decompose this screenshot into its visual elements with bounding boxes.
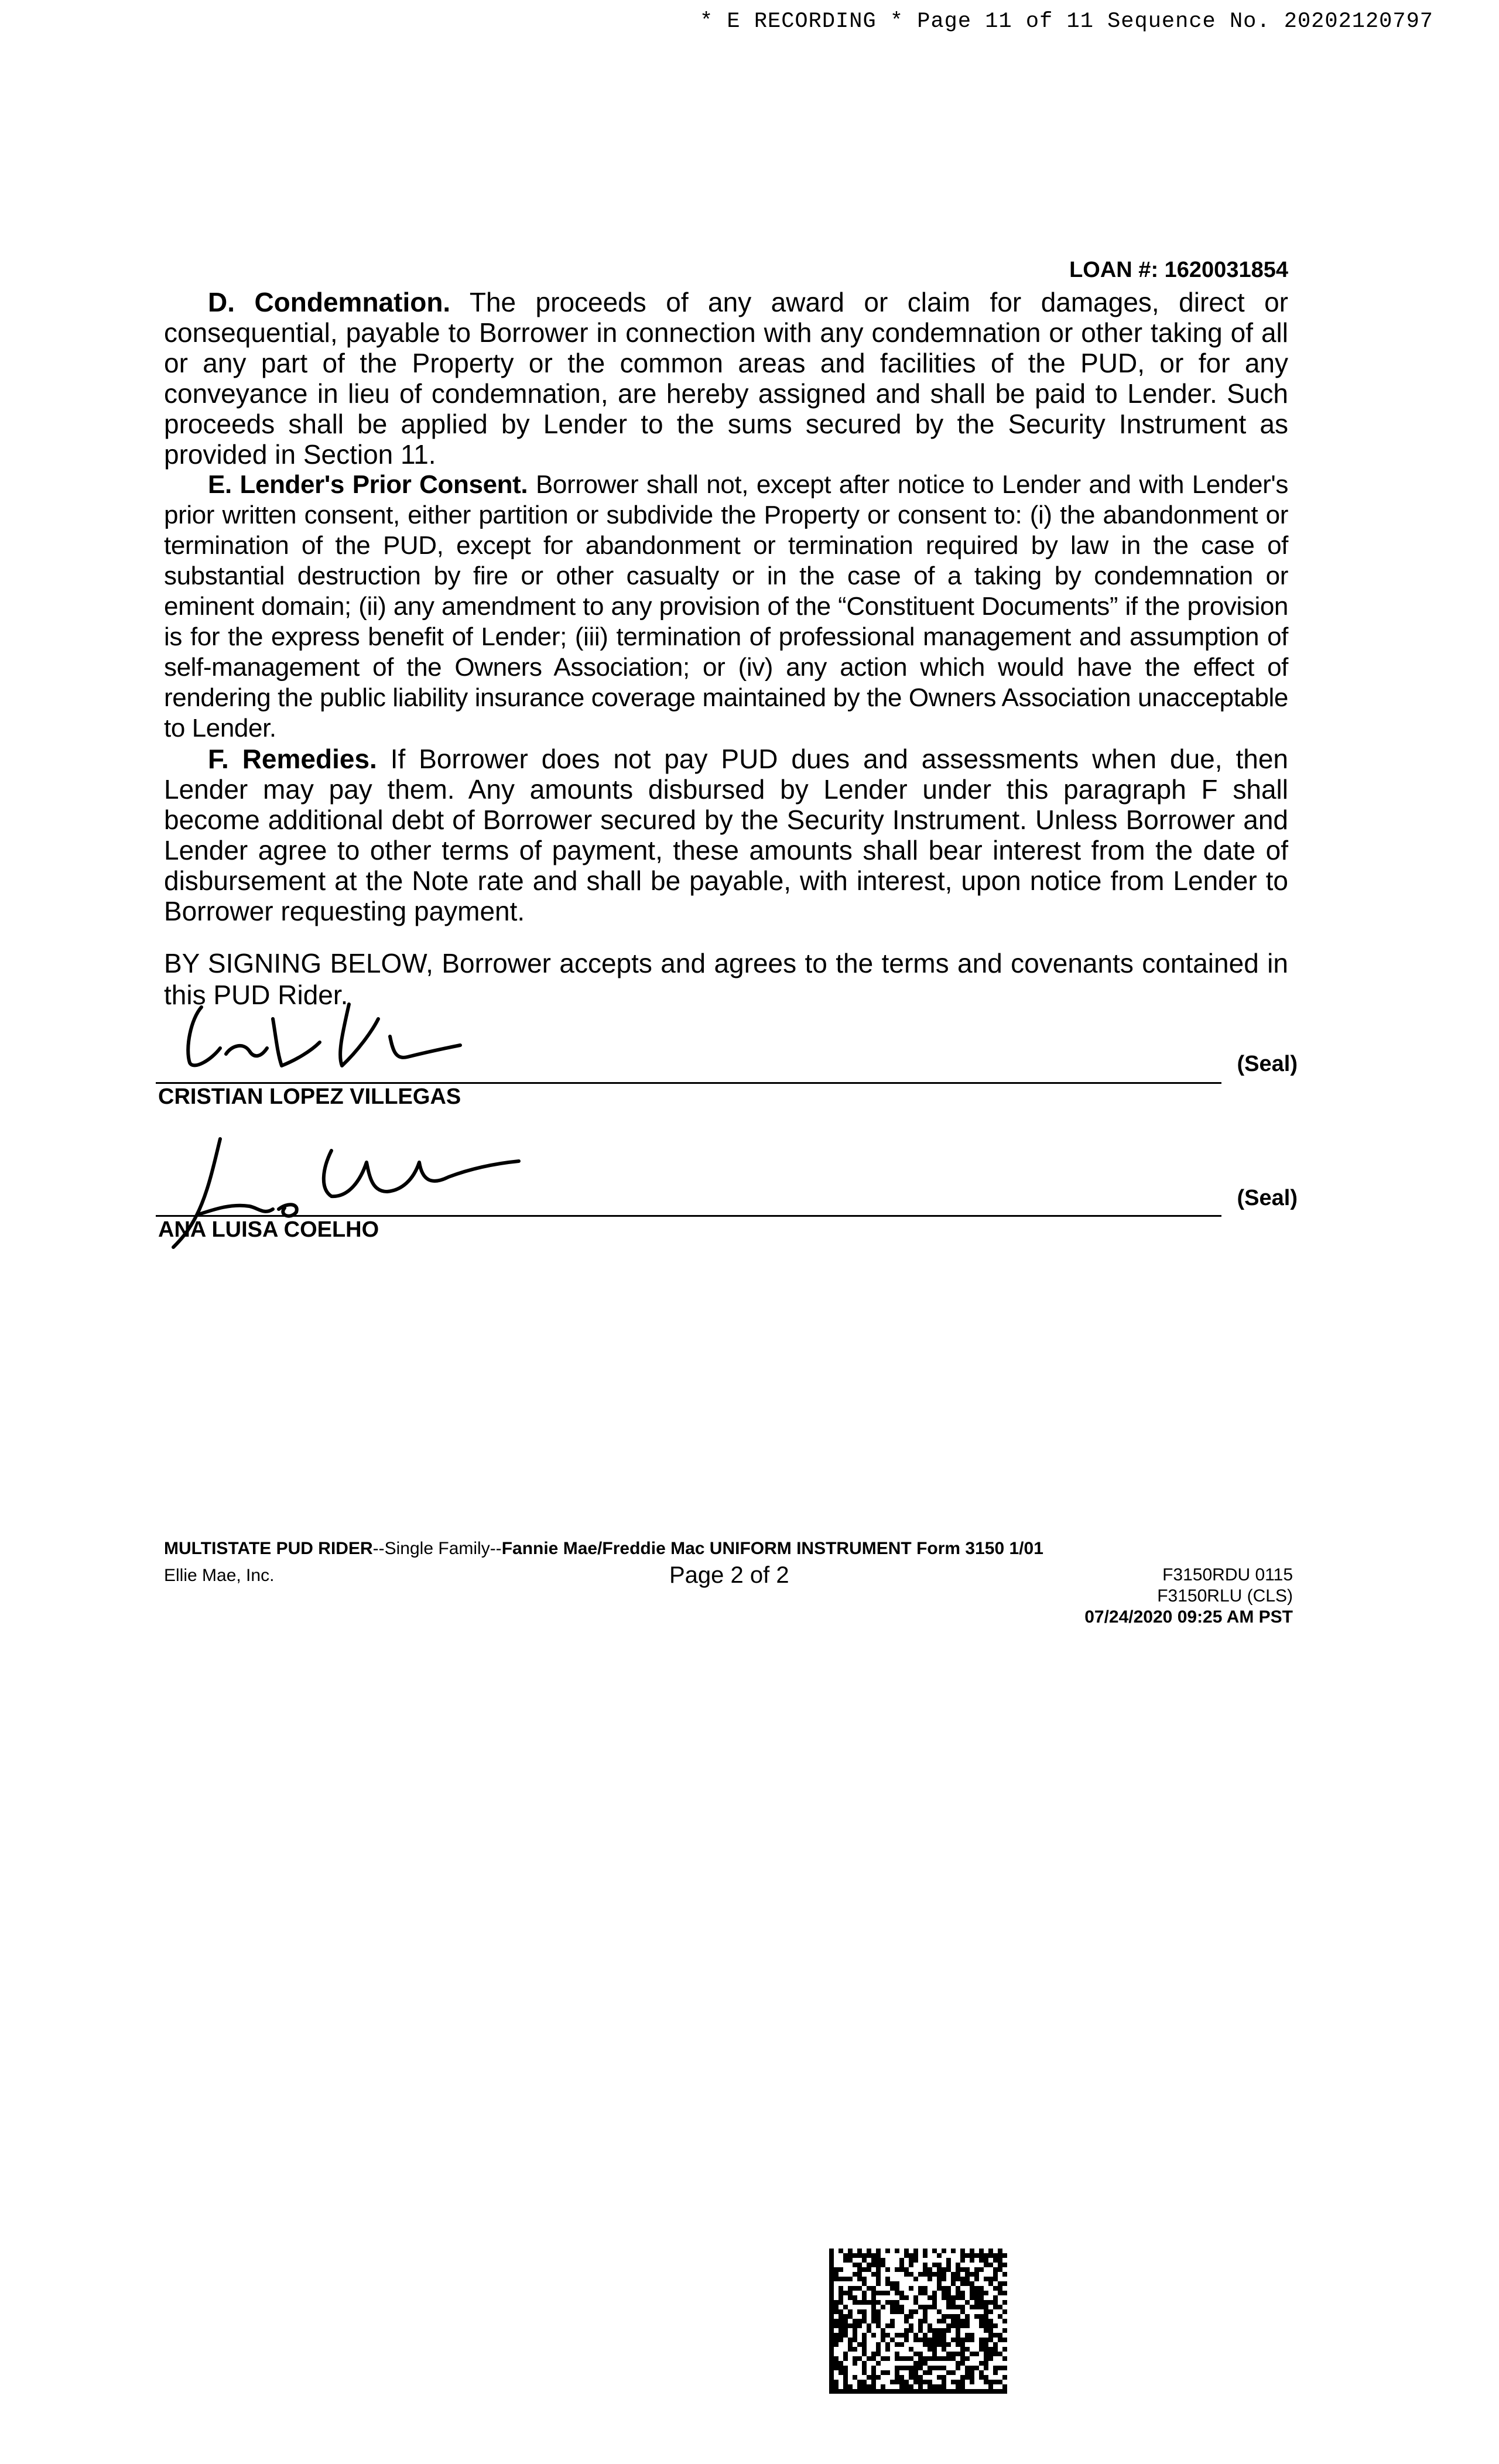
signature-line-2	[156, 1215, 1221, 1217]
recording-header: * E RECORDING * Page 11 of 11 Sequence No. 20202120797	[700, 9, 1433, 34]
form-code-1: F3150RDU 0115	[1162, 1565, 1293, 1585]
section-f-text: If Borrower does not pay PUD dues and assessments when due, then Lender may pay them. Any amounts disbursed by Lender under this paragraph F shall become additional debt of Borrower secured by the Security Instrument. Unless Borrower and Lender agree to other terms of payment, these amounts shall bear interest from the date of disbursement at the Note rate and shall be payable, with interest, upon notice from Lender to Borrower requesting payment.	[164, 744, 1288, 926]
signature-block-1	[156, 995, 1298, 1113]
section-d	[164, 287, 1288, 470]
footer-codes	[1084, 1565, 1293, 1628]
section-d-heading: D. Condemnation.	[208, 287, 451, 317]
section-f-heading: F. Remedies.	[208, 744, 377, 774]
loan-number: LOAN #: 1620031854	[1069, 258, 1288, 282]
rider-body	[164, 287, 1288, 926]
footer-vendor: Ellie Mae, Inc.	[164, 1566, 275, 1585]
seal-label-2: (Seal)	[1237, 1186, 1298, 1210]
section-e-text: Borrower shall not, except after notice to Lender and with Lender's prior written consent, either partition or subdivide the Property or consent to: (i) the abandonment or termination of the PUD, except for abandonment or termination required by law in the case of substantial destruction by fire or other casualty or in the case of a taking by condemnation or eminent domain; (ii) any amendment to any provision of the “Constituent Documents” if the provision is for the express benefit of Lender; (iii) termination of professional management and assumption of self-management of the Owners Association; or (iv) any action which would have the effect of rendering the public liability insurance coverage maintained by the Owners Association unacceptable to Lender.	[164, 470, 1288, 742]
footer-page-number: Page 2 of 2	[669, 1562, 789, 1588]
section-d-text: The proceeds of any award or claim for damages, direct or consequential, payable to Borrower in connection with any condemnation or other taking of all or any part of the Property or the common areas and facilities of the PUD, or for any conveyance in lieu of condemnation, are hereby assigned and shall be paid to Lender. Such proceeds shall be applied by Lender to the sums secured by the Security Instrument as provided in Section 11.	[164, 287, 1288, 470]
section-e	[164, 470, 1288, 744]
footer-form-line	[164, 1539, 1043, 1559]
signature-block-2	[156, 1127, 1298, 1256]
footer-timestamp: 07/24/2020 09:25 AM PST	[1084, 1607, 1293, 1627]
section-f	[164, 744, 1288, 926]
signer-name-2: ANA LUISA COELHO	[158, 1217, 379, 1242]
form-agencies: Fannie Mae/Freddie Mac UNIFORM INSTRUMENT Form 3150 1/01	[501, 1539, 1043, 1558]
form-subtitle: --Single Family--	[372, 1539, 502, 1558]
signature-cristian	[156, 995, 507, 1077]
form-title: MULTISTATE PUD RIDER	[164, 1539, 373, 1558]
section-e-heading: E. Lender's Prior Consent.	[208, 470, 528, 499]
signature-line-1	[156, 1082, 1221, 1084]
datamatrix-barcode-icon	[829, 2249, 1007, 2394]
seal-label-1: (Seal)	[1237, 1052, 1298, 1076]
signing-statement: BY SIGNING BELOW, Borrower accepts and agrees to the terms and covenants contained in this PUD Rider.	[164, 948, 1288, 1010]
form-code-2: F3150RLU (CLS)	[1157, 1586, 1293, 1606]
signer-name-1: CRISTIAN LOPEZ VILLEGAS	[158, 1084, 461, 1109]
